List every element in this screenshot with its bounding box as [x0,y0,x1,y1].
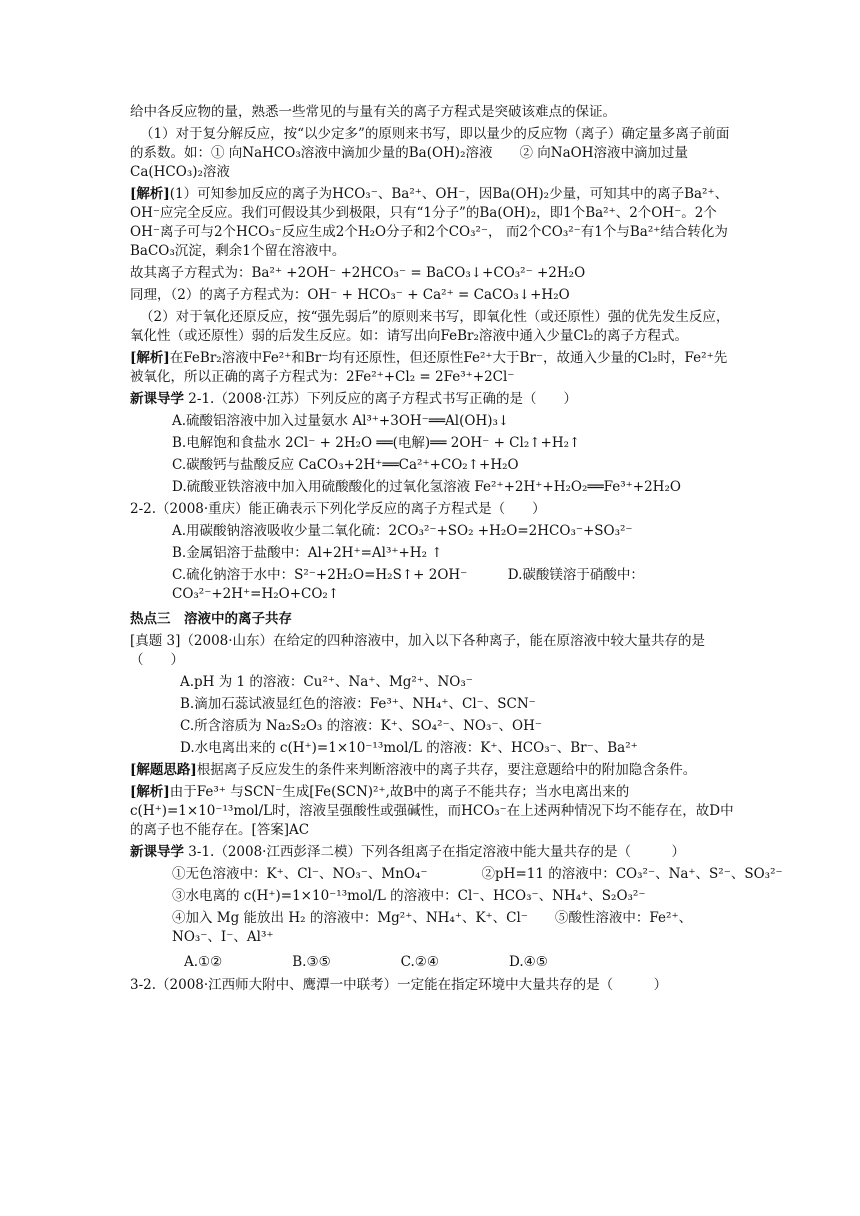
analysis-2-text: 在FeBr₂溶液中Fe²⁺和Br⁻均有还原性，但还原性Fe²⁺大于Br⁻，故通入少量的Cl₂时，Fe²⁺先被氧化，所以正确的离子方程式为：2Fe²⁺+Cl₂ = 2Fe³⁺+2Cl⁻ [130,350,728,385]
analysis-2-paragraph [130,349,734,387]
analysis-tag: [解析] [130,784,170,800]
analysis-1-paragraph [130,185,734,261]
answer-option-c: C.②④ [400,954,440,970]
document-body [130,103,783,998]
analysis-tag: [解析] [130,186,170,202]
option-d: D.硫酸亚铁溶液中加入用硫酸酸化的过氧化氢溶液 Fe²⁺+2H⁺+H₂O₂══Fe³⁺+2H₂O [172,479,681,495]
question-2-1-text: 2-1.（2008·江苏）下列反应的离子方程式书写正确的是（ ） [184,391,577,407]
section-tag: 新课导学 [130,844,184,860]
equation-line: 故其离子方程式为：Ba²⁺ +2OH⁻ +2HCO₃⁻ = BaCO₃↓+CO₃²⁻ +2H₂O [130,265,586,281]
answer-options [130,953,734,972]
question-3-1 [130,843,734,862]
intro-line: 给中各反应物的量，熟悉一些常见的与量有关的离子方程式是突破该难点的保证。 [130,104,616,120]
answer-option-a: A.①② [184,954,223,970]
equation-line-2: 同理，（2）的离子方程式为：OH⁻ + HCO₃⁻ + Ca²⁺ = CaCO₃↓+H₂O [130,287,570,303]
option-cd: C.硫化钠溶于水中：S²⁻+2H₂O=H₂S↑+ 2OH⁻ D.碳酸镁溶于硝酸中：CO₃²⁻+2H⁺=H₂O+CO₂↑ [172,567,644,602]
question-2-1 [130,390,734,409]
rule-2-paragraph: （2）对于氧化还原反应，按“强先弱后”的原则来书写，即氧化性（或还原性）强的优先发生反应，氧化性（或还原性）弱的后发生反应。如：请写出向FeBr₂溶液中通入少量Cl₂的离子方程式。 [130,309,730,344]
solution-idea-tag: [解题思路] [130,762,197,778]
answer-option-b: B.③⑤ [292,954,331,970]
section-tag: 新课导学 [130,391,184,407]
option-b: B.滴加石蕊试液显红色的溶液：Fe³⁺、NH₄⁺、Cl⁻、SCN⁻ [180,696,536,712]
question-real-3: [真题 3]（2008·山东）在给定的四种溶液中，加入以下各种离子，能在原溶液中较大量共存的是（ ） [130,633,706,668]
option-d: D.水电离出来的 c(H⁺)=1×10⁻¹³mol/L 的溶液：K⁺、HCO₃⁻、Br⁻、Ba²⁺ [180,740,638,756]
choice-3: ③水电离的 c(H⁺)=1×10⁻¹³mol/L 的溶液中：Cl⁻、HCO₃⁻、NH₄⁺、S₂O₃²⁻ [172,888,646,904]
option-b: B.金属铝溶于盐酸中：Al+2H⁺=Al³⁺+H₂ ↑ [172,545,443,561]
option-c: C.所含溶质为 Na₂S₂O₃ 的溶液：K⁺、SO₄²⁻、NO₃⁻、OH⁻ [180,718,542,734]
choice-1-2: ①无色溶液中：K⁺、Cl⁻、NO₃⁻、MnO₄⁻ ②pH=11 的溶液中：CO₃²⁻、Na⁺、S²⁻、SO₃²⁻ [172,866,783,882]
question-3-2: 3-2.（2008·江西师大附中、鹰潭一中联考）一定能在指定环境中大量共存的是（ ） [130,977,668,993]
option-a: A.pH 为 1 的溶液：Cu²⁺、Na⁺、Mg²⁺、NO₃⁻ [180,674,473,690]
choice-4-5: ④加入 Mg 能放出 H₂ 的溶液中：Mg²⁺、NH₄⁺、K⁺、Cl⁻ ⑤酸性溶液中：Fe²⁺、NO₃⁻、I⁻、Al³⁺ [172,910,693,945]
analysis-1-text: (1）可知参加反应的离子为HCO₃⁻、Ba²⁺、OH⁻，因Ba(OH)₂少量，可知其中的离子Ba²⁺、OH⁻应完全反应。我们可假设其少到极限，只有“1分子”的Ba(OH)₂，即1个Ba²⁺、2个OH⁻。2个OH⁻离子可与2个HCO₃⁻反应生成2个H₂O分子和2个CO₃²⁻， 而2个CO₃²⁻有1个与Ba²⁺结合转化为BaCO₃沉淀，剩余1个留在溶液中。 [130,186,729,259]
question-2-2: 2-2.（2008·重庆）能正确表示下列化学反应的离子方程式是（ ） [130,501,546,517]
solution-idea-text: 根据离子反应发生的条件来判断溶液中的离子共存，要注意题给中的附加隐含条件。 [196,762,697,778]
answer-option-d: D.④⑤ [509,954,548,970]
analysis-3-text: 由于Fe³⁺ 与SCN⁻生成[Fe(SCN)²⁺,故B中的离子不能共存；当水电离出来的c(H⁺)=1×10⁻¹³mol/L时，溶液呈强酸性或强碱性，而HCO₃⁻在上述两种情况下均不能存在，故D中的离子也不能存在。[答案]AC [130,784,734,838]
rule-1-paragraph: （1）对于复分解反应，按“以少定多”的原则来书写，即以量少的反应物（离子）确定量多离子前面的系数。如：① 向NaHCO₃溶液中滴加少量的Ba(OH)₂溶液 ② 向NaOH溶液中滴加过量Ca(HCO₃)₂溶液 [130,126,730,180]
option-c: C.碳酸钙与盐酸反应 CaCO₃+2H⁺══Ca²⁺+CO₂↑+H₂O [172,457,519,473]
question-3-1-text: 3-1.（2008·江西彭泽二模）下列各组离子在指定溶液中能大量共存的是（ ） [184,844,685,860]
analysis-tag: [解析] [130,350,170,366]
option-a: A.硫酸铝溶液中加入过量氨水 Al³⁺+3OH⁻══Al(OH)₃↓ [172,413,510,429]
analysis-3-paragraph [130,783,734,840]
solution-idea-paragraph [130,761,734,780]
section-heading: 热点三 溶液中的离子共存 [130,611,292,627]
option-a: A.用碳酸钠溶液吸收少量二氧化硫：2CO₃²⁻+SO₂ +H₂O=2HCO₃⁻+SO₃²⁻ [172,523,633,539]
option-b: B.电解饱和食盐水 2Cl⁻ + 2H₂O ══(电解)══ 2OH⁻ + Cl₂↑+H₂↑ [172,435,581,451]
